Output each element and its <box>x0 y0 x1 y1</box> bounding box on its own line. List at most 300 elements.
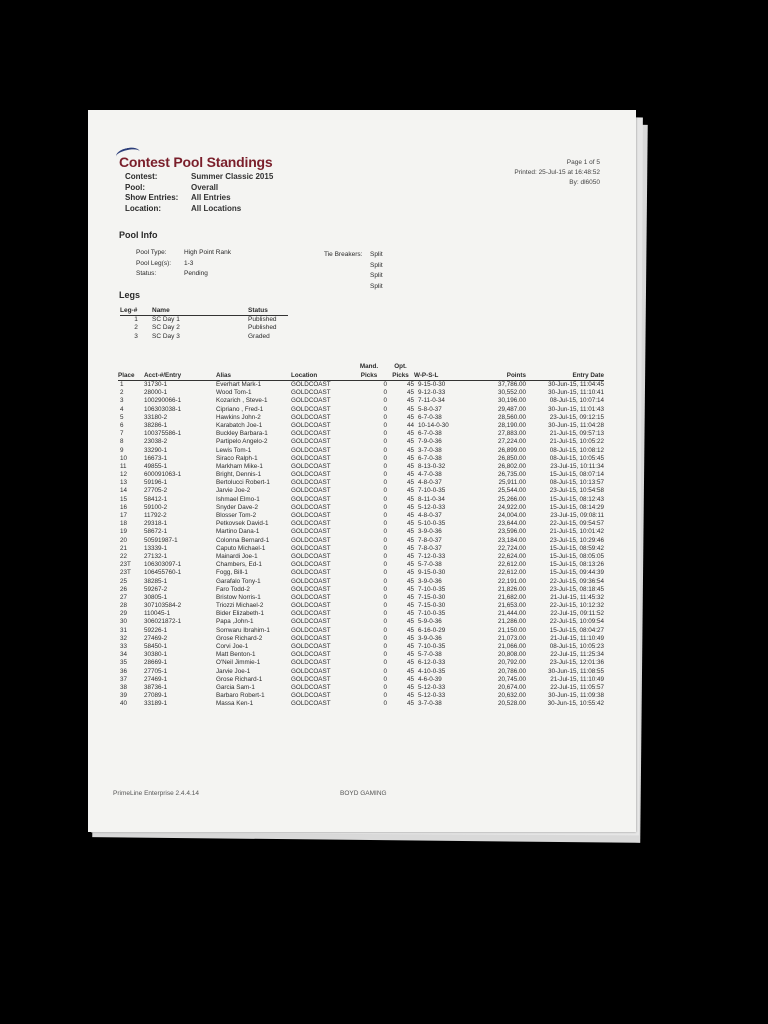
standings-cell: 9-15-0-30 <box>418 569 446 577</box>
standings-cell: 22-Jul-15, 10:12:32 <box>549 602 604 610</box>
standings-cell: GOLDCOAST <box>291 544 331 552</box>
standings-cell: 45 <box>406 389 414 397</box>
standings-cell: 307103584-2 <box>144 602 182 610</box>
standings-cell: 20,528.00 <box>497 700 526 708</box>
standings-cell: Blosser Tom-2 <box>216 512 257 519</box>
standings-cell: Barbaro Robert-1 <box>216 692 265 700</box>
table-row <box>118 389 604 397</box>
standings-cell: Bertolucci Robert-1 <box>216 479 270 487</box>
standings-cell: 22,612.00 <box>497 569 526 577</box>
standings-cell: GOLDCOAST <box>291 413 331 421</box>
standings-cell: 21-Jul-15, 11:10:49 <box>550 675 604 683</box>
standings-cell: 11792-2 <box>144 512 167 519</box>
standings-cell: 25,544.00 <box>497 487 526 495</box>
standings-cell: 45 <box>406 479 414 487</box>
standings-cell: 0 <box>383 667 387 675</box>
standings-cell: 29,487.00 <box>497 405 526 413</box>
pool-info-label: Pool Leg(s): <box>136 259 172 267</box>
standings-cell: 0 <box>383 405 387 413</box>
standings-cell: 21-Jul-15, 11:10:49 <box>550 634 604 642</box>
standings-cell: 7-10-0-35 <box>418 610 446 618</box>
standings-cell: 110045-1 <box>144 610 171 618</box>
standings-cell: 45 <box>406 503 414 511</box>
standings-cell: GOLDCOAST <box>291 610 331 618</box>
standings-cell: Siraco Ralph-1 <box>216 454 258 462</box>
table-row <box>118 561 604 569</box>
standings-cell: 30-Jun-15, 11:04:45 <box>548 381 604 388</box>
standings-cell: 7-9-0-36 <box>418 438 442 446</box>
standings-cell: 23-Jul-15, 09:08:11 <box>550 512 604 519</box>
standings-cell: 20,792.00 <box>497 659 526 667</box>
standings-cell: 27705-2 <box>144 487 168 495</box>
standings-cell: 27089-1 <box>144 692 168 700</box>
table-row <box>118 627 604 635</box>
table-row <box>118 537 604 545</box>
standings-cell: 58412-1 <box>144 495 168 503</box>
standings-cell: 26,850.00 <box>497 454 526 462</box>
standings-cell: 24,004.00 <box>497 512 526 519</box>
pool-info-row <box>136 248 231 259</box>
standings-cell: 21,286.00 <box>497 618 526 626</box>
tie-breaker-row <box>324 282 383 293</box>
printed-by: By: dl6050 <box>569 179 600 186</box>
standings-cell: 45 <box>406 593 414 601</box>
standings-cell: 0 <box>383 512 387 519</box>
standings-cell: 8 <box>120 438 124 446</box>
standings-cell: 21,826.00 <box>497 585 526 593</box>
standings-cell: 45 <box>406 454 414 462</box>
standings-cell: 0 <box>383 479 387 487</box>
standings-cell: 21-Jul-15, 10:05:22 <box>549 438 604 446</box>
standings-cell: GOLDCOAST <box>291 462 331 470</box>
standings-cell: Hawkins John-2 <box>216 413 261 421</box>
standings-cell: 0 <box>383 462 387 470</box>
standings-cell: GOLDCOAST <box>291 602 331 610</box>
standings-cell: 58672-1 <box>144 528 168 536</box>
standings-cell: 45 <box>406 569 414 577</box>
standings-cell: 4 <box>120 405 124 413</box>
standings-cell: 45 <box>406 683 414 691</box>
standings-cell: 20 <box>120 536 128 544</box>
standings-cell: 17 <box>120 512 128 519</box>
standings-cell: 3-7-0-38 <box>418 700 442 708</box>
standings-cell: 38736-1 <box>144 683 168 691</box>
standings-cell: 21 <box>120 544 128 552</box>
standings-cell: GOLDCOAST <box>291 643 331 650</box>
standings-cell: GOLDCOAST <box>291 479 331 487</box>
standings-cell: GOLDCOAST <box>291 626 331 634</box>
standings-cell: 8-11-0-34 <box>418 495 445 503</box>
standings-cell: Garcia Sam-1 <box>216 683 255 691</box>
legs-heading: Legs <box>119 290 141 300</box>
standings-cell: 27,224.00 <box>497 438 526 446</box>
table-row <box>118 545 604 553</box>
standings-cell: 0 <box>383 389 387 397</box>
standings-cell: 0 <box>383 421 387 429</box>
standings-cell: Markham Mike-1 <box>216 462 263 470</box>
table-row <box>118 610 604 618</box>
standings-cell: 22-Jul-15, 09:54:57 <box>549 520 604 528</box>
standings-cell: 16 <box>120 503 128 511</box>
standings-cell: Papa ,John-1 <box>216 618 254 626</box>
standings-cell: 7-8-0-37 <box>418 536 442 544</box>
standings-cell: 24,922.00 <box>497 503 526 511</box>
standings-cell: Bristow Norris-1 <box>216 593 261 601</box>
standings-cell: Grose Richard-1 <box>216 675 263 683</box>
contest-header <box>125 172 273 214</box>
standings-cell: 4-10-0-35 <box>418 667 446 675</box>
table-row <box>118 487 604 495</box>
standings-cell: 08-Jul-15, 10:05:45 <box>549 454 604 462</box>
standings-cell: 45 <box>406 462 414 470</box>
standings-cell: Matt Benton-1 <box>216 651 256 659</box>
standings-cell: 08-Jul-15, 10:13:57 <box>549 479 604 487</box>
standings-cell: 0 <box>383 438 387 446</box>
standings-cell: 0 <box>383 626 387 634</box>
table-row <box>118 463 604 471</box>
standings-column-header: W-P-S-L <box>414 362 468 381</box>
standings-cell: 30-Jun-15, 11:09:38 <box>548 692 604 700</box>
standings-cell: 45 <box>406 610 414 618</box>
standings-cell: 29318-1 <box>144 520 168 528</box>
table-row <box>118 594 604 602</box>
standings-cell: 30,552.00 <box>497 389 526 397</box>
standings-cell: 106303038-1 <box>144 405 182 413</box>
standings-cell: GOLDCOAST <box>291 405 331 413</box>
standings-cell: 28,190.00 <box>497 421 526 429</box>
standings-cell: 26,899.00 <box>497 446 526 454</box>
standings-cell: 50591987-1 <box>144 536 178 544</box>
standings-cell: 38286-1 <box>144 421 168 429</box>
standings-cell: 36 <box>120 667 128 675</box>
standings-cell: 45 <box>406 585 414 593</box>
standings-cell: 22-Jul-15, 11:05:57 <box>550 683 604 691</box>
standings-cell: 4-6-0-39 <box>418 675 442 683</box>
standings-cell: 6-7-0-38 <box>418 454 442 462</box>
standings-cell: 7-10-0-35 <box>418 487 446 495</box>
standings-cell: 15-Jul-15, 08:13:26 <box>549 561 604 569</box>
tie-breaker-label: Tie Breakers: <box>324 251 363 258</box>
standings-cell: 3-9-0-36 <box>418 577 442 585</box>
standings-cell: 9-15-0-30 <box>418 381 446 388</box>
standings-cell: 14 <box>120 487 128 495</box>
standings-cell: Ishmael Elmo-1 <box>216 495 260 503</box>
standings-cell: 15-Jul-15, 08:12:43 <box>549 495 604 503</box>
standings-cell: 7-8-0-37 <box>418 544 442 552</box>
standings-cell: 5-12-0-33 <box>418 692 446 700</box>
standings-cell: 0 <box>383 569 387 577</box>
standings-cell: 0 <box>383 593 387 601</box>
standings-cell: Jarvie Joe-1 <box>216 667 251 675</box>
standings-cell: 23,644.00 <box>497 520 526 528</box>
table-row <box>118 447 604 455</box>
standings-table <box>118 362 604 709</box>
standings-cell: GOLDCOAST <box>291 512 331 519</box>
pool-info <box>136 248 231 280</box>
header-row <box>125 172 273 183</box>
standings-cell: 22,724.00 <box>497 544 526 552</box>
standings-cell: 0 <box>383 585 387 593</box>
standings-cell: Everhart Mark-1 <box>216 381 262 388</box>
standings-cell: 0 <box>383 618 387 626</box>
standings-cell: 21,682.00 <box>497 593 526 601</box>
standings-cell: 0 <box>383 503 387 511</box>
tie-breaker-row <box>324 261 383 272</box>
standings-cell: 40 <box>120 700 128 708</box>
standings-cell: 106303097-1 <box>144 561 182 569</box>
standings-cell: 22-Jul-15, 11:25:34 <box>550 651 604 659</box>
standings-cell: 26,802.00 <box>497 462 526 470</box>
standings-cell: 23-Jul-15, 10:29:46 <box>549 536 604 544</box>
table-row <box>118 586 604 594</box>
standings-cell: GOLDCOAST <box>291 569 331 577</box>
standings-cell: 22,612.00 <box>497 561 526 569</box>
standings-cell: 45 <box>406 675 414 683</box>
legs-column-header: Name <box>152 306 248 316</box>
standings-cell: 27705-1 <box>144 667 168 675</box>
standings-cell: 23T <box>120 569 131 577</box>
standings-cell: 23-Jul-15, 12:01:36 <box>549 659 604 667</box>
standings-cell: Jarvie Joe-2 <box>216 487 251 495</box>
standings-cell: Buckley Barbara-1 <box>216 430 268 438</box>
table-row <box>118 422 604 430</box>
standings-cell: 7-15-0-30 <box>418 593 446 601</box>
standings-cell: 45 <box>406 520 414 528</box>
standings-column-header: Location <box>291 362 351 381</box>
report-page <box>88 110 636 832</box>
pool-info-label: Status: <box>136 270 157 277</box>
standings-cell: 4-8-0-37 <box>418 512 442 519</box>
tie-breaker-spacer <box>324 271 370 282</box>
standings-cell: 7-12-0-33 <box>418 552 446 560</box>
standings-column-header: Points <box>468 362 526 381</box>
table-row <box>118 528 604 536</box>
standings-cell: 23-Jul-15, 10:11:34 <box>550 462 604 470</box>
standings-cell: 306021872-1 <box>144 618 182 626</box>
standings-cell: 28 <box>120 602 128 610</box>
legs-column-header: Status <box>248 306 288 316</box>
standings-cell: 45 <box>406 561 414 569</box>
tie-breaker-value: Split <box>370 282 383 290</box>
standings-cell: GOLDCOAST <box>291 552 331 560</box>
standings-column-header: Alias <box>216 362 291 381</box>
standings-cell: 44 <box>406 421 414 429</box>
standings-cell: Karabatch Joe-1 <box>216 421 263 429</box>
standings-cell: 28669-1 <box>144 659 168 667</box>
standings-cell: 0 <box>383 454 387 462</box>
pool-info-heading: Pool Info <box>119 230 158 240</box>
standings-cell: 49855-1 <box>144 462 168 470</box>
standings-cell: 39 <box>120 692 128 700</box>
standings-cell: 45 <box>406 446 414 454</box>
standings-cell: 15-Jul-15, 09:44:39 <box>549 569 604 577</box>
standings-cell: GOLDCOAST <box>291 421 331 429</box>
header-value: All Locations <box>191 203 242 213</box>
standings-cell: 45 <box>406 667 414 675</box>
standings-cell: 5-8-0-37 <box>418 405 442 413</box>
standings-cell: 29 <box>120 610 128 618</box>
standings-cell: 20,745.00 <box>497 675 526 683</box>
standings-cell: Snyder Dave-2 <box>216 503 258 511</box>
header-label: Pool: <box>125 182 145 192</box>
standings-cell: 25,911.00 <box>498 479 526 487</box>
standings-cell: 45 <box>406 659 414 667</box>
standings-cell: 7-10-0-35 <box>418 585 446 593</box>
standings-cell: 25 <box>120 577 128 585</box>
standings-cell: 23-Jul-15, 08:18:45 <box>549 585 604 593</box>
standings-cell: 27469-2 <box>144 634 168 642</box>
printed-date: Printed: 25-Jul-15 at 16:48:52 <box>514 169 600 176</box>
standings-cell: 3-7-0-38 <box>418 446 442 454</box>
standings-cell: Martino Dana-1 <box>216 528 260 536</box>
standings-cell: 10-14-0-30 <box>418 421 449 429</box>
standings-cell: Sorrwaru Ibrahim-1 <box>216 626 270 634</box>
standings-cell: Bright, Dennis-1 <box>216 471 262 479</box>
standings-cell: 35 <box>120 659 128 667</box>
print-info <box>514 158 600 188</box>
standings-cell: 15-Jul-15, 08:14:29 <box>549 503 604 511</box>
standings-cell: 100290066-1 <box>144 397 182 405</box>
standings-cell: 30-Jun-15, 11:01:43 <box>548 405 604 413</box>
standings-cell: 23,596.00 <box>497 528 526 536</box>
tie-breaker-row <box>324 271 383 282</box>
standings-cell: 0 <box>383 381 387 388</box>
tie-breaker-spacer <box>324 261 370 272</box>
standings-cell: 45 <box>406 512 414 519</box>
standings-cell: Lewis Tom-1 <box>216 446 252 454</box>
standings-cell: 20,786.00 <box>497 667 526 675</box>
standings-cell: 5-10-0-35 <box>418 520 446 528</box>
standings-cell: 0 <box>383 692 387 700</box>
standings-cell: GOLDCOAST <box>291 700 331 708</box>
standings-cell: 0 <box>383 536 387 544</box>
standings-cell: Petkovsek David-1 <box>216 520 269 528</box>
standings-cell: 8-13-0-32 <box>418 462 446 470</box>
standings-cell: 0 <box>383 544 387 552</box>
standings-cell: 45 <box>406 618 414 626</box>
tie-breaker-value: Split <box>370 272 383 279</box>
table-row <box>118 512 604 520</box>
pool-info-value: High Point Rank <box>184 249 231 256</box>
standings-cell: 3-9-0-36 <box>418 634 442 642</box>
standings-cell: 3-9-0-36 <box>418 528 442 536</box>
standings-cell: GOLDCOAST <box>291 675 331 683</box>
standings-cell: 12 <box>120 471 128 479</box>
standings-cell: 22-Jul-15, 09:36:54 <box>549 577 604 585</box>
standings-cell: 0 <box>383 577 387 585</box>
standings-cell: 0 <box>383 700 387 708</box>
standings-cell: GOLDCOAST <box>291 495 331 503</box>
standings-cell: 45 <box>406 602 414 610</box>
legs-cell: SC Day 2 <box>152 324 180 332</box>
standings-cell: 9 <box>120 446 124 454</box>
standings-cell: GOLDCOAST <box>291 692 331 700</box>
table-row <box>118 479 604 487</box>
table-row <box>118 397 604 405</box>
table-row <box>118 496 604 504</box>
legs-cell: 2 <box>134 324 138 332</box>
footer-software: PrimeLine Enterprise 2.4.4.14 <box>113 790 199 797</box>
standings-cell: GOLDCOAST <box>291 683 331 691</box>
standings-cell: 58450-1 <box>144 643 168 650</box>
standings-cell: 33189-1 <box>144 700 168 708</box>
standings-cell: 100375586-1 <box>144 430 182 438</box>
table-row <box>118 471 604 479</box>
standings-cell: 0 <box>383 446 387 454</box>
standings-cell: 0 <box>383 520 387 528</box>
pool-info-row <box>136 269 231 280</box>
standings-cell: 0 <box>383 634 387 642</box>
standings-cell: GOLDCOAST <box>291 487 331 495</box>
legs-cell: SC Day 3 <box>152 332 180 340</box>
header-label: Location: <box>125 203 161 213</box>
standings-cell: 0 <box>383 528 387 536</box>
standings-cell: 33290-1 <box>144 446 168 454</box>
tie-breakers <box>324 250 383 292</box>
standings-cell: GOLDCOAST <box>291 634 331 642</box>
standings-cell: Fogg, Bill-1 <box>216 569 248 577</box>
standings-cell: 21,073.00 <box>497 634 526 642</box>
table-row <box>118 668 604 676</box>
standings-column-header: Entry Date <box>526 362 604 381</box>
standings-cell: 19 <box>120 528 128 536</box>
standings-cell: 4-7-0-38 <box>418 471 442 479</box>
standings-cell: 21,444.00 <box>497 610 526 618</box>
header-row <box>125 204 273 215</box>
standings-cell: GOLDCOAST <box>291 561 331 569</box>
standings-cell: 1 <box>120 381 124 388</box>
standings-cell: 0 <box>383 397 387 405</box>
pool-info-value: 1-3 <box>184 259 194 267</box>
pool-info-value: Pending <box>184 270 208 277</box>
report-title: Contest Pool Standings <box>119 154 273 170</box>
standings-cell: 15-Jul-15, 08:07:14 <box>549 471 604 479</box>
standings-cell: GOLDCOAST <box>291 667 331 675</box>
standings-cell: 45 <box>406 430 414 438</box>
standings-cell: 13 <box>120 479 128 487</box>
standings-cell: 21-Jul-15, 11:45:32 <box>550 593 604 601</box>
standings-cell: 5-12-0-33 <box>418 683 446 691</box>
standings-cell: 6 <box>120 421 124 429</box>
standings-cell: 21-Jul-15, 10:01:42 <box>549 528 604 536</box>
standings-cell: GOLDCOAST <box>291 536 331 544</box>
standings-cell: 45 <box>406 544 414 552</box>
standings-cell: 30-Jun-15, 11:04:28 <box>548 421 604 429</box>
legs-cell: 1 <box>134 316 138 323</box>
standings-cell: 22,191.00 <box>497 577 526 585</box>
standings-cell: 3 <box>120 397 124 405</box>
standings-cell: 0 <box>383 610 387 618</box>
standings-cell: 45 <box>406 381 414 388</box>
standings-cell: GOLDCOAST <box>291 454 331 462</box>
standings-cell: 16673-1 <box>144 454 168 462</box>
standings-cell: Chambers, Ed-1 <box>216 561 262 569</box>
standings-cell: 23,184.00 <box>497 536 526 544</box>
standings-cell: 34 <box>120 651 128 659</box>
legs-cell: 3 <box>134 332 138 340</box>
standings-cell: 45 <box>406 552 414 560</box>
standings-cell: GOLDCOAST <box>291 381 331 388</box>
standings-cell: 23T <box>120 561 131 569</box>
standings-cell: 10 <box>120 454 128 462</box>
standings-cell: 45 <box>406 413 414 421</box>
standings-cell: GOLDCOAST <box>291 503 331 511</box>
legs-cell: SC Day 1 <box>152 316 180 323</box>
standings-cell: 27469-1 <box>144 675 168 683</box>
standings-cell: GOLDCOAST <box>291 430 331 438</box>
standings-cell: 20,808.00 <box>497 651 526 659</box>
standings-cell: 23-Jul-15, 09:12:15 <box>549 413 604 421</box>
